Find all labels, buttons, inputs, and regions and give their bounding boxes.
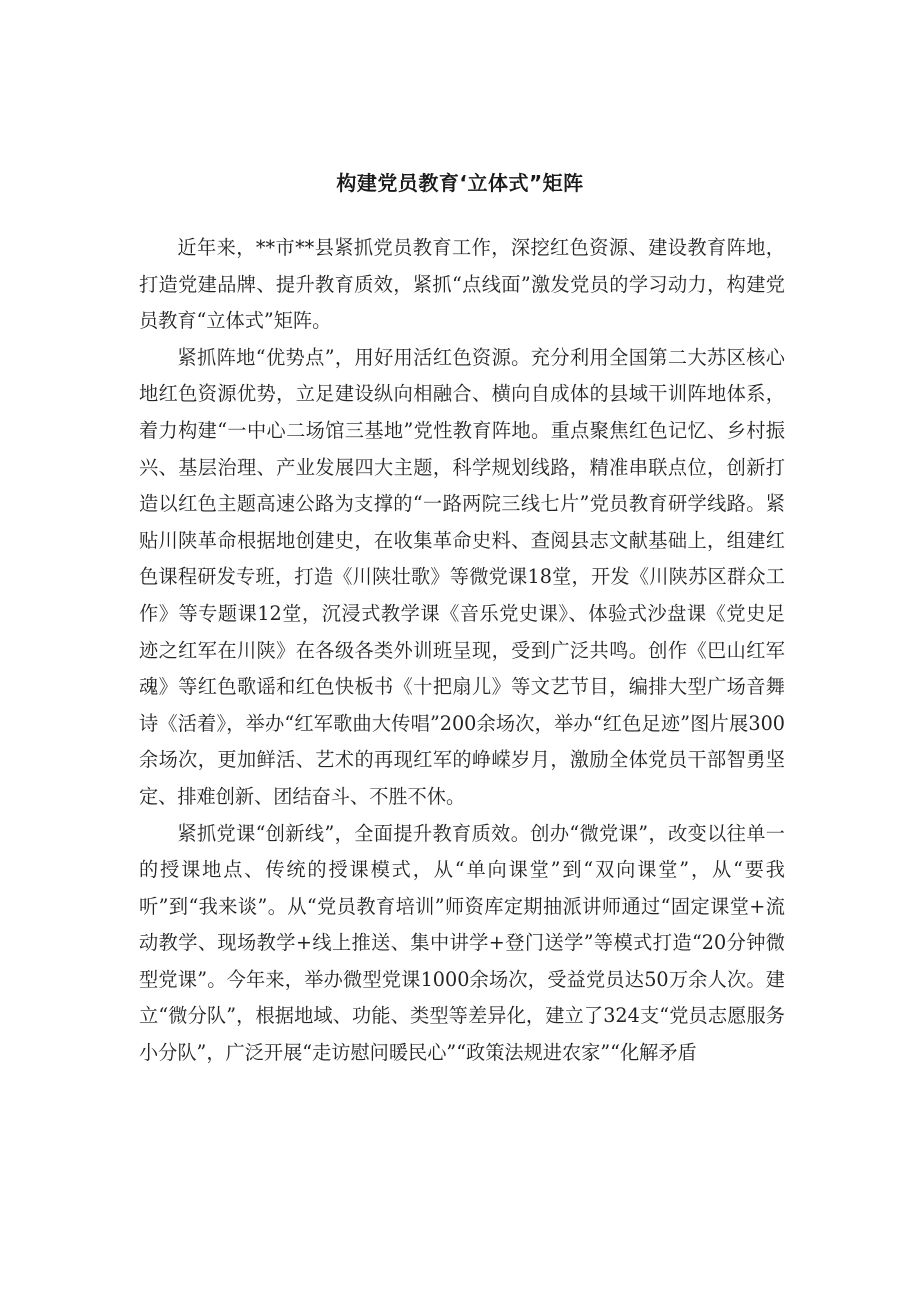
paragraph-intro: 近年来，**市**县紧抓党员教育工作，深挖红色资源、建设教育阵地，打造党建品牌、提升教育质效，紧抓“点线面”激发党员的学习动力，构建党员教育“立体式”矩阵。 — [139, 236, 785, 333]
document-title: 构建党员教育‘立体式”矩阵 — [336, 171, 584, 195]
document-body — [139, 230, 785, 1072]
paragraph-positions: 紧抓阵地“优势点”，用好用活红色资源。充分利用全国第二大苏区核心地红色资源优势，立足建设纵向相融合、横向自成体的县域干训阵地体系，着力构建“一中心二场馆三基地”党性教育阵地。重点聚焦红色记忆、乡村振兴、基层治理、产业发展四大主题，科学规划线路，精准串联点位，创新打造以红色主题高速公路为支撑的“一路两院三线七片”党员教育研学线路。紧贴川陕革命根据地创建史，在收集革命史料、查阅县志文献基础上，组建红色课程研发专班，打造《川陕壮歌》等微党课18堂，开发《川陕苏区群众工作》等专题课12堂，沉浸式教学课《音乐党史课》、体验式沙盘课《党史足迹之红军在川陕》在各级各类外训班呈现，受到广泛共鸣。创作《巴山红军魂》等红色歌谣和红色快板书《十把扇儿》等文艺节目，编排大型广场音舞诗《活着》，举办“红军歌曲大传唱”200余场次，举办“红色足迹”图片展300余场次，更加鲜活、艺术的再现红军的峥嵘岁月，激励全体党员干部智勇坚定、排难创新、团结奋斗、不胜不休。 — [139, 345, 785, 808]
paragraph-party-lessons: 紧抓党课“创新线”，全面提升教育质效。创办“微党课”，改变以往单一的授课地点、传统的授课模式，从“单向课堂”到“双向课堂”，从“要我听”到“我来谈”。从“党员教育培训”师资库定期抽派讲师通过“固定课堂+流动教学、现场教学+线上推送、集中讲学+登门送学”等模式打造“20分钟微型党课”。今年来，举办微型党课1000余场次，受益党员达50万余人次。建立“微分队”，根据地域、功能、类型等差异化，建立了324支“党员志愿服务小分队”，广泛开展“走访慰问暖民心”“政策法规进农家”“化解矛盾 — [139, 821, 785, 1065]
